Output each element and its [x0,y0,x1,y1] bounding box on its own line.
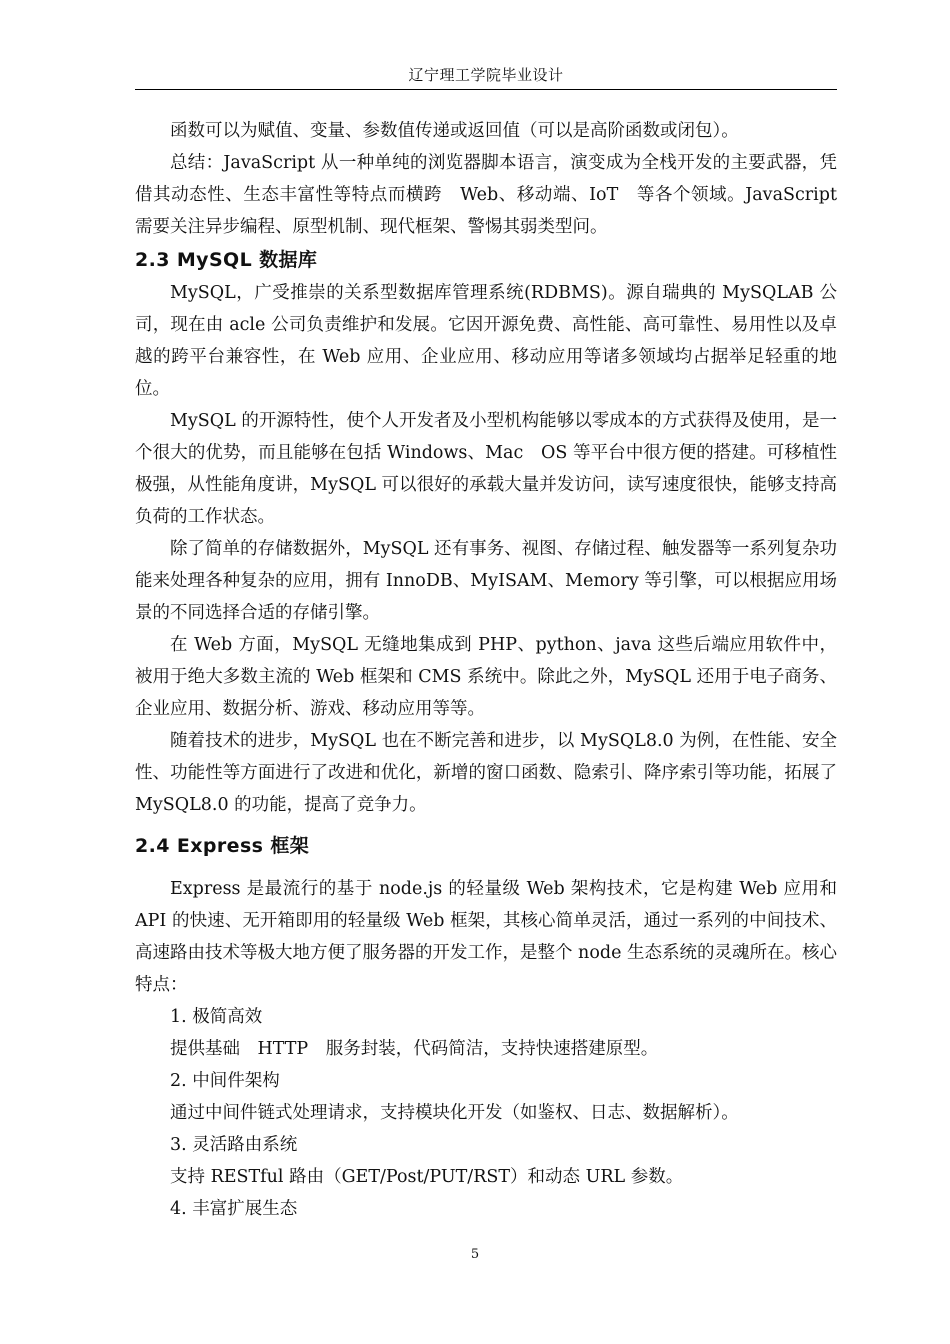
paragraph-mysql-intro: MySQL，广受推崇的关系型数据库管理系统(RDBMS)。源自瑞典的 MySQLAB 公司，现在由 acle 公司负责维护和发展。它因开源免费、高性能、高可靠性、易用性以及卓越的跨平台兼容性，在 Web 应用、企业应用、移动应用等诸多领域均占据举足轻重的地位。 [135,283,837,399]
list-item-feature-4: 4. 丰富扩展生态 [170,1199,298,1219]
paragraph-javascript-summary: 总结：JavaScript 从一种单纯的浏览器脚本语言，演变成为全栈开发的主要武器，凭借其动态性、生态丰富性等特点而横跨 Web、移动端、IoT 等各个领域。JavaScript 需要关注异步编程、原型机制、现代框架、警惕其弱类型问。 [135,153,855,237]
section-heading-mysql: 2.3 MySQL 数据库 [135,249,318,271]
paragraph-functions: 函数可以为赋值、变量、参数值传递或返回值（可以是高阶函数或闭包）。 [170,121,739,141]
list-item-feature-3-desc: 支持 RESTful 路由（GET/Post/PUT/RST）和动态 URL 参数。 [170,1167,684,1187]
section-heading-express: 2.4 Express 框架 [135,835,310,857]
paragraph-mysql-features: 除了简单的存储数据外，MySQL 还有事务、视图、存储过程、触发器等一系列复杂功能来处理各种复杂的应用，拥有 InnoDB、MyISAM、Memory 等引擎，可以根据应用场景的不同选择合适的存储引擎。 [135,539,837,623]
paragraph-mysql-opensource: MySQL 的开源特性，使个人开发者及小型机构能够以零成本的方式获得及使用，是一个很大的优势，而且能够在包括 Windows、Mac OS 等平台中很方便的搭建。可移植性极强，从性能角度讲，MySQL 可以很好的承载大量并发访问，读写速度很快，能够支持高负荷的工作状态。 [135,411,837,527]
list-item-feature-1-desc: 提供基础 HTTP 服务封装，代码简洁，支持快速搭建原型。 [170,1039,659,1059]
paragraph-mysql-progress: 随着技术的进步，MySQL 也在不断完善和进步，以 MySQL8.0 为例，在性能、安全性、功能性等方面进行了改进和优化，新增的窗口函数、隐索引、降序索引等功能，拓展了 MySQL8.0 的功能，提高了竞争力。 [135,731,837,815]
header-divider [135,89,837,90]
list-item-feature-2-desc: 通过中间件链式处理请求，支持模块化开发（如鉴权、日志、数据解析）。 [170,1103,739,1123]
paragraph-express-intro: Express 是最流行的基于 node.js 的轻量级 Web 架构技术，它是构建 Web 应用和 API 的快速、无开箱即用的轻量级 Web 框架，其核心简单灵活，通过一系列的中间技术、高速路由技术等极大地方便了服务器的开发工作，是整个 node 生态系统的灵魂所在。核心特点： [135,879,837,995]
paragraph-mysql-web: 在 Web 方面，MySQL 无缝地集成到 PHP、python、java 这些后端应用软件中，被用于绝大多数主流的 Web 框架和 CMS 系统中。除此之外，MySQL 还用于电子商务、企业应用、数据分析、游戏、移动应用等等。 [135,635,837,719]
page-header-title: 辽宁理工学院毕业设计 [408,66,564,84]
list-item-feature-3: 3. 灵活路由系统 [170,1135,298,1155]
page-number: 5 [470,1247,480,1262]
list-item-feature-2: 2. 中间件架构 [170,1071,280,1091]
list-item-feature-1: 1. 极简高效 [170,1007,263,1027]
document-body [135,115,855,1225]
